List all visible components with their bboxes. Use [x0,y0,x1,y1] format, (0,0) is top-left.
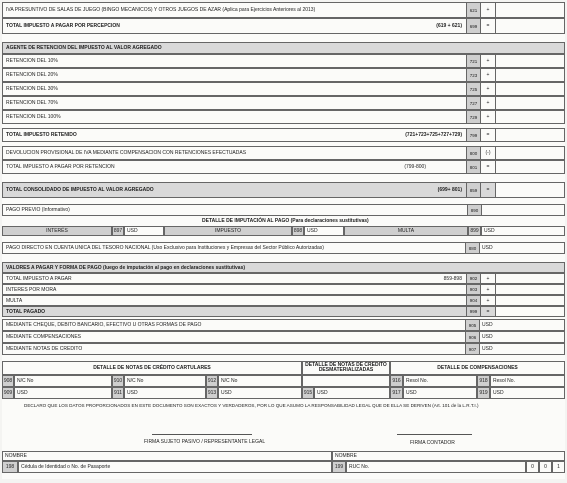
row-sign: = [480,19,495,33]
row-code: 999 [466,307,480,316]
row-total-retenido [2,128,565,142]
row-label: TOTAL IMPUESTO A PAGAR POR RETENCIÓN [6,164,115,170]
row-pago-directo [2,242,565,254]
field-999[interactable] [495,307,564,316]
row-total-pagado [2,306,565,317]
row-code: 902 [466,274,480,283]
row-formula: (799-800) [404,164,426,170]
field-909[interactable]: USD [14,387,112,399]
field-913[interactable]: USD [218,387,302,399]
row-code: 904 [466,296,480,305]
row-sign: + [480,3,495,17]
field-918[interactable]: Resol No. [490,375,565,387]
field-880[interactable]: USD [479,243,564,253]
row-formula: 859-898 [443,275,462,282]
row-label: INTERÉS POR MORA [6,286,57,293]
section-header-retencion [2,42,565,54]
section-header-valores [2,262,565,273]
row-label: PAGO DIRECTO EN CUENTA ÚNICA DEL TESORO NACIONAL (Uso Exclusivo para Instituciones y Empresas del Sector Público Autorizadas) [6,245,324,251]
declaracion-text: DECLARO QUE LOS DATOS PROPORCIONADOS EN ESTE DOCUMENTO SON EXACTOS Y VERDADEROS, POR LO QUE ASUMO LA RESPONSABILIDAD LEGAL QUE DE ELLA SE DERIVEN (Art. 101 de la L.R.T.I.) [24,403,479,408]
field-800[interactable] [495,147,564,159]
row-forma-cheque [2,319,565,331]
field-801[interactable] [495,161,564,173]
imputacion-multa-code: 899 [468,226,481,236]
row-label: IVA PRESUNTIVO DE SALAS DE JUEGO (BINGO MECÁNICOS) Y OTROS JUEGOS DE AZAR (Aplica para Ejercicios Anteriores al 2013) [6,7,316,13]
imputacion-multa-label: MULTA [344,226,468,236]
row-forma-compensaciones [2,331,565,343]
row-code: 799 [466,129,480,141]
row-pago-previo [2,204,565,216]
notas-code: 910 [112,375,124,387]
row-code: 906 [465,332,479,342]
row-code: 859 [466,183,480,197]
firma-contador-label: FIRMA CONTADOR [410,440,455,446]
notas-code: 909 [2,387,14,399]
row-code: 721 [466,55,480,67]
row-sign: + [480,83,495,95]
desmat-blank[interactable] [302,375,390,387]
row-sign: + [480,274,495,283]
row-code: 907 [465,344,479,354]
section-title: VALORES A PAGAR Y FORMA DE PAGO (luego de imputación al pago en declaraciones sustitutivas) [6,264,246,271]
field-727[interactable] [495,97,564,109]
ruc-digit[interactable]: 0 [539,461,552,473]
field-890[interactable] [481,205,564,215]
field-721[interactable] [495,55,564,67]
row-formula: (619 + 621) [436,23,462,29]
row-code: 903 [466,285,480,294]
imputacion-interes-field[interactable]: USD [124,226,164,236]
row-formula: (699+ 801) [437,187,462,193]
field-906[interactable]: USD [479,332,564,342]
row-sign: + [480,296,495,305]
row-retencion-70 [2,96,565,110]
row-label: MEDIANTE NOTAS DE CRÉDITO [6,346,83,352]
cedula-code: 198 [2,461,18,473]
field-729[interactable] [495,111,564,123]
field-904[interactable] [495,296,564,305]
row-sign: = [480,307,495,316]
row-sign: + [480,97,495,109]
imputacion-impuesto-field[interactable]: USD [304,226,344,236]
notas-code: 916 [390,375,403,387]
notas-code: 915 [302,387,314,399]
row-label: MULTA [6,297,23,304]
notas-desmaterializadas-title: DETALLE DE NOTAS DE CRÉDITO DESMATERIALIZADAS [302,361,390,375]
row-total-percepcion [2,18,565,34]
notas-code: 919 [477,387,490,399]
row-code: 729 [466,111,480,123]
row-pagar-retencion [2,160,565,174]
notas-code: 912 [206,375,218,387]
row-code: 725 [466,83,480,95]
row-sign: = [480,161,495,173]
field-859[interactable] [495,183,564,197]
firma-contador-line [397,434,472,435]
ruc-digit[interactable]: 0 [526,461,539,473]
row-label: RETENCIÓN DEL 20% [6,72,58,78]
field-917[interactable]: USD [403,387,477,399]
row-salas-juego [2,2,565,18]
imputacion-interes-code: 897 [113,228,123,234]
row-label: DEVOLUCIÓN PROVISIONAL DE IVA MEDIANTE COMPENSACIÓN CON RETENCIONES EFECTUADAS [6,150,247,156]
field-902[interactable] [495,274,564,283]
row-sign: (-) [480,147,495,159]
notas-cartulares-title: DETALLE DE NOTAS DE CRÉDITO CARTULARES [2,361,302,375]
row-label: RETENCIÓN DEL 70% [6,100,58,106]
row-code: 699 [466,19,480,33]
cedula-field[interactable]: Cédula de Identidad o No. de Pasaporte [18,461,332,473]
row-code: 621 [466,3,480,17]
field-723[interactable] [495,69,564,81]
ruc-digit[interactable]: 1 [552,461,565,473]
field-916[interactable]: Resol No. [403,375,477,387]
notas-code: 917 [390,387,403,399]
row-label: TOTAL PAGADO [6,308,46,315]
row-label: RETENCIÓN DEL 100% [6,114,61,120]
field-907[interactable]: USD [479,344,564,354]
row-retencion-100 [2,110,565,124]
row-retencion-30 [2,82,565,96]
row-sign: + [480,285,495,294]
ruc-field[interactable]: RUC No. [346,461,526,473]
field-621[interactable] [495,3,564,17]
field-699[interactable] [495,19,564,33]
row-sign: + [480,55,495,67]
row-label: MEDIANTE CHEQUE, DÉBITO BANCARIO, EFECTIVO U OTRAS FORMAS DE PAGO [6,322,202,328]
row-sign: + [480,111,495,123]
row-label: TOTAL IMPUESTO A PAGAR [6,275,72,282]
row-label: TOTAL IMPUESTO A PAGAR POR PERCEPCION [6,23,120,29]
row-label: RETENCIÓN DEL 30% [6,86,58,92]
field-912[interactable]: N/C No [218,375,302,387]
notas-code: 913 [206,387,218,399]
field-725[interactable] [495,83,564,95]
field-919[interactable]: USD [490,387,565,399]
field-910[interactable]: N/C No [124,375,206,387]
imputacion-title: DETALLE DE IMPUTACIÓN AL PAGO (Para declaraciones sustitutivas) [202,218,369,224]
row-interes-mora [2,284,565,295]
row-label: PAGO PREVIO (Informativo) [6,207,70,213]
row-sign: = [480,183,495,197]
notas-code: 911 [112,387,124,399]
ruc-code: 199 [332,461,346,473]
tax-form [2,2,565,479]
row-formula: (721+723+725+727+729) [405,132,462,138]
row-total-impuesto-pagar [2,273,565,284]
row-label: RETENCIÓN DEL 10% [6,58,58,64]
firma-sujeto-label: FIRMA SUJETO PASIVO / REPRESENTANTE LEGAL [144,439,266,445]
row-sign: + [480,69,495,81]
row-label: TOTAL IMPUESTO RETENIDO [6,132,77,138]
row-sign: = [480,129,495,141]
imputacion-impuesto-code: 898 [293,228,303,234]
field-799[interactable] [495,129,564,141]
row-retencion-10 [2,54,565,68]
section-title: AGENTE DE RETENCIÓN DEL IMPUESTO AL VALOR AGREGADO [6,45,162,51]
row-code: 723 [466,69,480,81]
row-code: 727 [466,97,480,109]
row-consolidado [2,182,565,198]
nombre-sujeto-field[interactable]: NOMBRE [2,451,332,461]
field-905[interactable]: USD [479,320,564,330]
row-code: 880 [465,243,479,253]
row-code: 905 [465,320,479,330]
compensaciones-title: DETALLE DE COMPENSACIONES [390,361,565,375]
firma-sujeto-line [152,434,252,435]
row-code: 801 [466,161,480,173]
field-903[interactable] [495,285,564,294]
row-code: 800 [466,147,480,159]
field-911[interactable]: USD [124,387,206,399]
field-915[interactable]: USD [314,387,390,399]
notas-code: 918 [477,375,490,387]
row-label: MEDIANTE COMPENSACIONES [6,334,82,340]
row-forma-notas [2,343,565,355]
imputacion-multa-field[interactable]: USD [481,226,565,236]
field-908[interactable]: N/C No [14,375,112,387]
imputacion-impuesto-label: IMPUESTO [164,226,292,236]
notas-code: 908 [2,375,14,387]
row-retencion-20 [2,68,565,82]
row-label: TOTAL CONSOLIDADO DE IMPUESTO AL VALOR AGREGADO [6,187,154,193]
imputacion-interes-label: INTERÉS [2,226,112,236]
nombre-contador-field[interactable]: NOMBRE [332,451,565,461]
row-multa [2,295,565,306]
row-devolucion [2,146,565,160]
row-code: 890 [467,205,481,215]
